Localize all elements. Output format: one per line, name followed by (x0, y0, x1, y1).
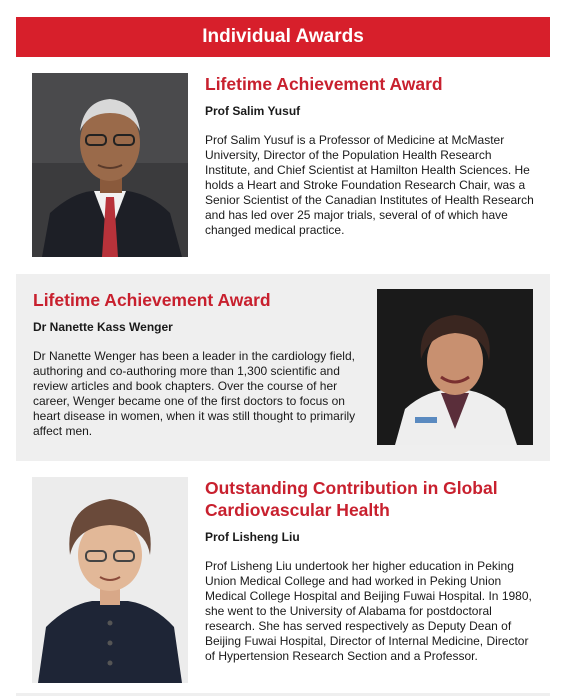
award-card-yusuf (16, 62, 550, 267)
portrait-photo-liu (32, 477, 188, 683)
award-card-wenger (16, 274, 550, 461)
recipient-name: Dr Nanette Kass Wenger (33, 320, 173, 334)
award-title: Lifetime Achievement Award (33, 290, 271, 310)
recipient-bio: Dr Nanette Wenger has been a leader in the cardiology field, authoring and co-authoring more than 1,300 scientific and review articles and book chapters. Over the course of her career, Wenger became one of the first doctors to focus on heart disease in women, when it was still thought to primarily affect men. (33, 349, 356, 438)
award-card-liu (16, 468, 550, 690)
recipient-bio: Prof Lisheng Liu undertook her higher education in Peking Union Medical College and had worked in Peking Union Medical College Hospital and Beijing Fuwai Hospital. In 1980, she went to the University of Alabama for postdoctoral research. She has served respectively as Deputy Dean of Beijing Fuwai Hospital, Director of Internal Medicine, Director of Hypertension Research Section and a Professor. (205, 559, 532, 663)
recipient-name: Prof Lisheng Liu (205, 530, 300, 544)
recipient-name: Prof Salim Yusuf (205, 104, 301, 118)
award-title: Lifetime Achievement Award (205, 74, 443, 94)
portrait-photo-wenger (377, 289, 533, 445)
section-banner (16, 17, 550, 57)
section-title: Individual Awards (202, 26, 364, 47)
portrait-photo-yusuf (32, 73, 188, 257)
recipient-bio: Prof Salim Yusuf is a Professor of Medicine at McMaster University, Director of the Population Health Research Institute, and Chief Scientist at Hamilton Health Sciences. He holds a Heart and Stroke Foundation Research Chair, was a Senior Scientist of the Canadian Institutes of Health Research and has led over 25 major trials, several of of which have changed medical practice. (205, 133, 534, 237)
award-title: Outstanding Contribution in Global Cardiovascular Health (205, 478, 498, 520)
